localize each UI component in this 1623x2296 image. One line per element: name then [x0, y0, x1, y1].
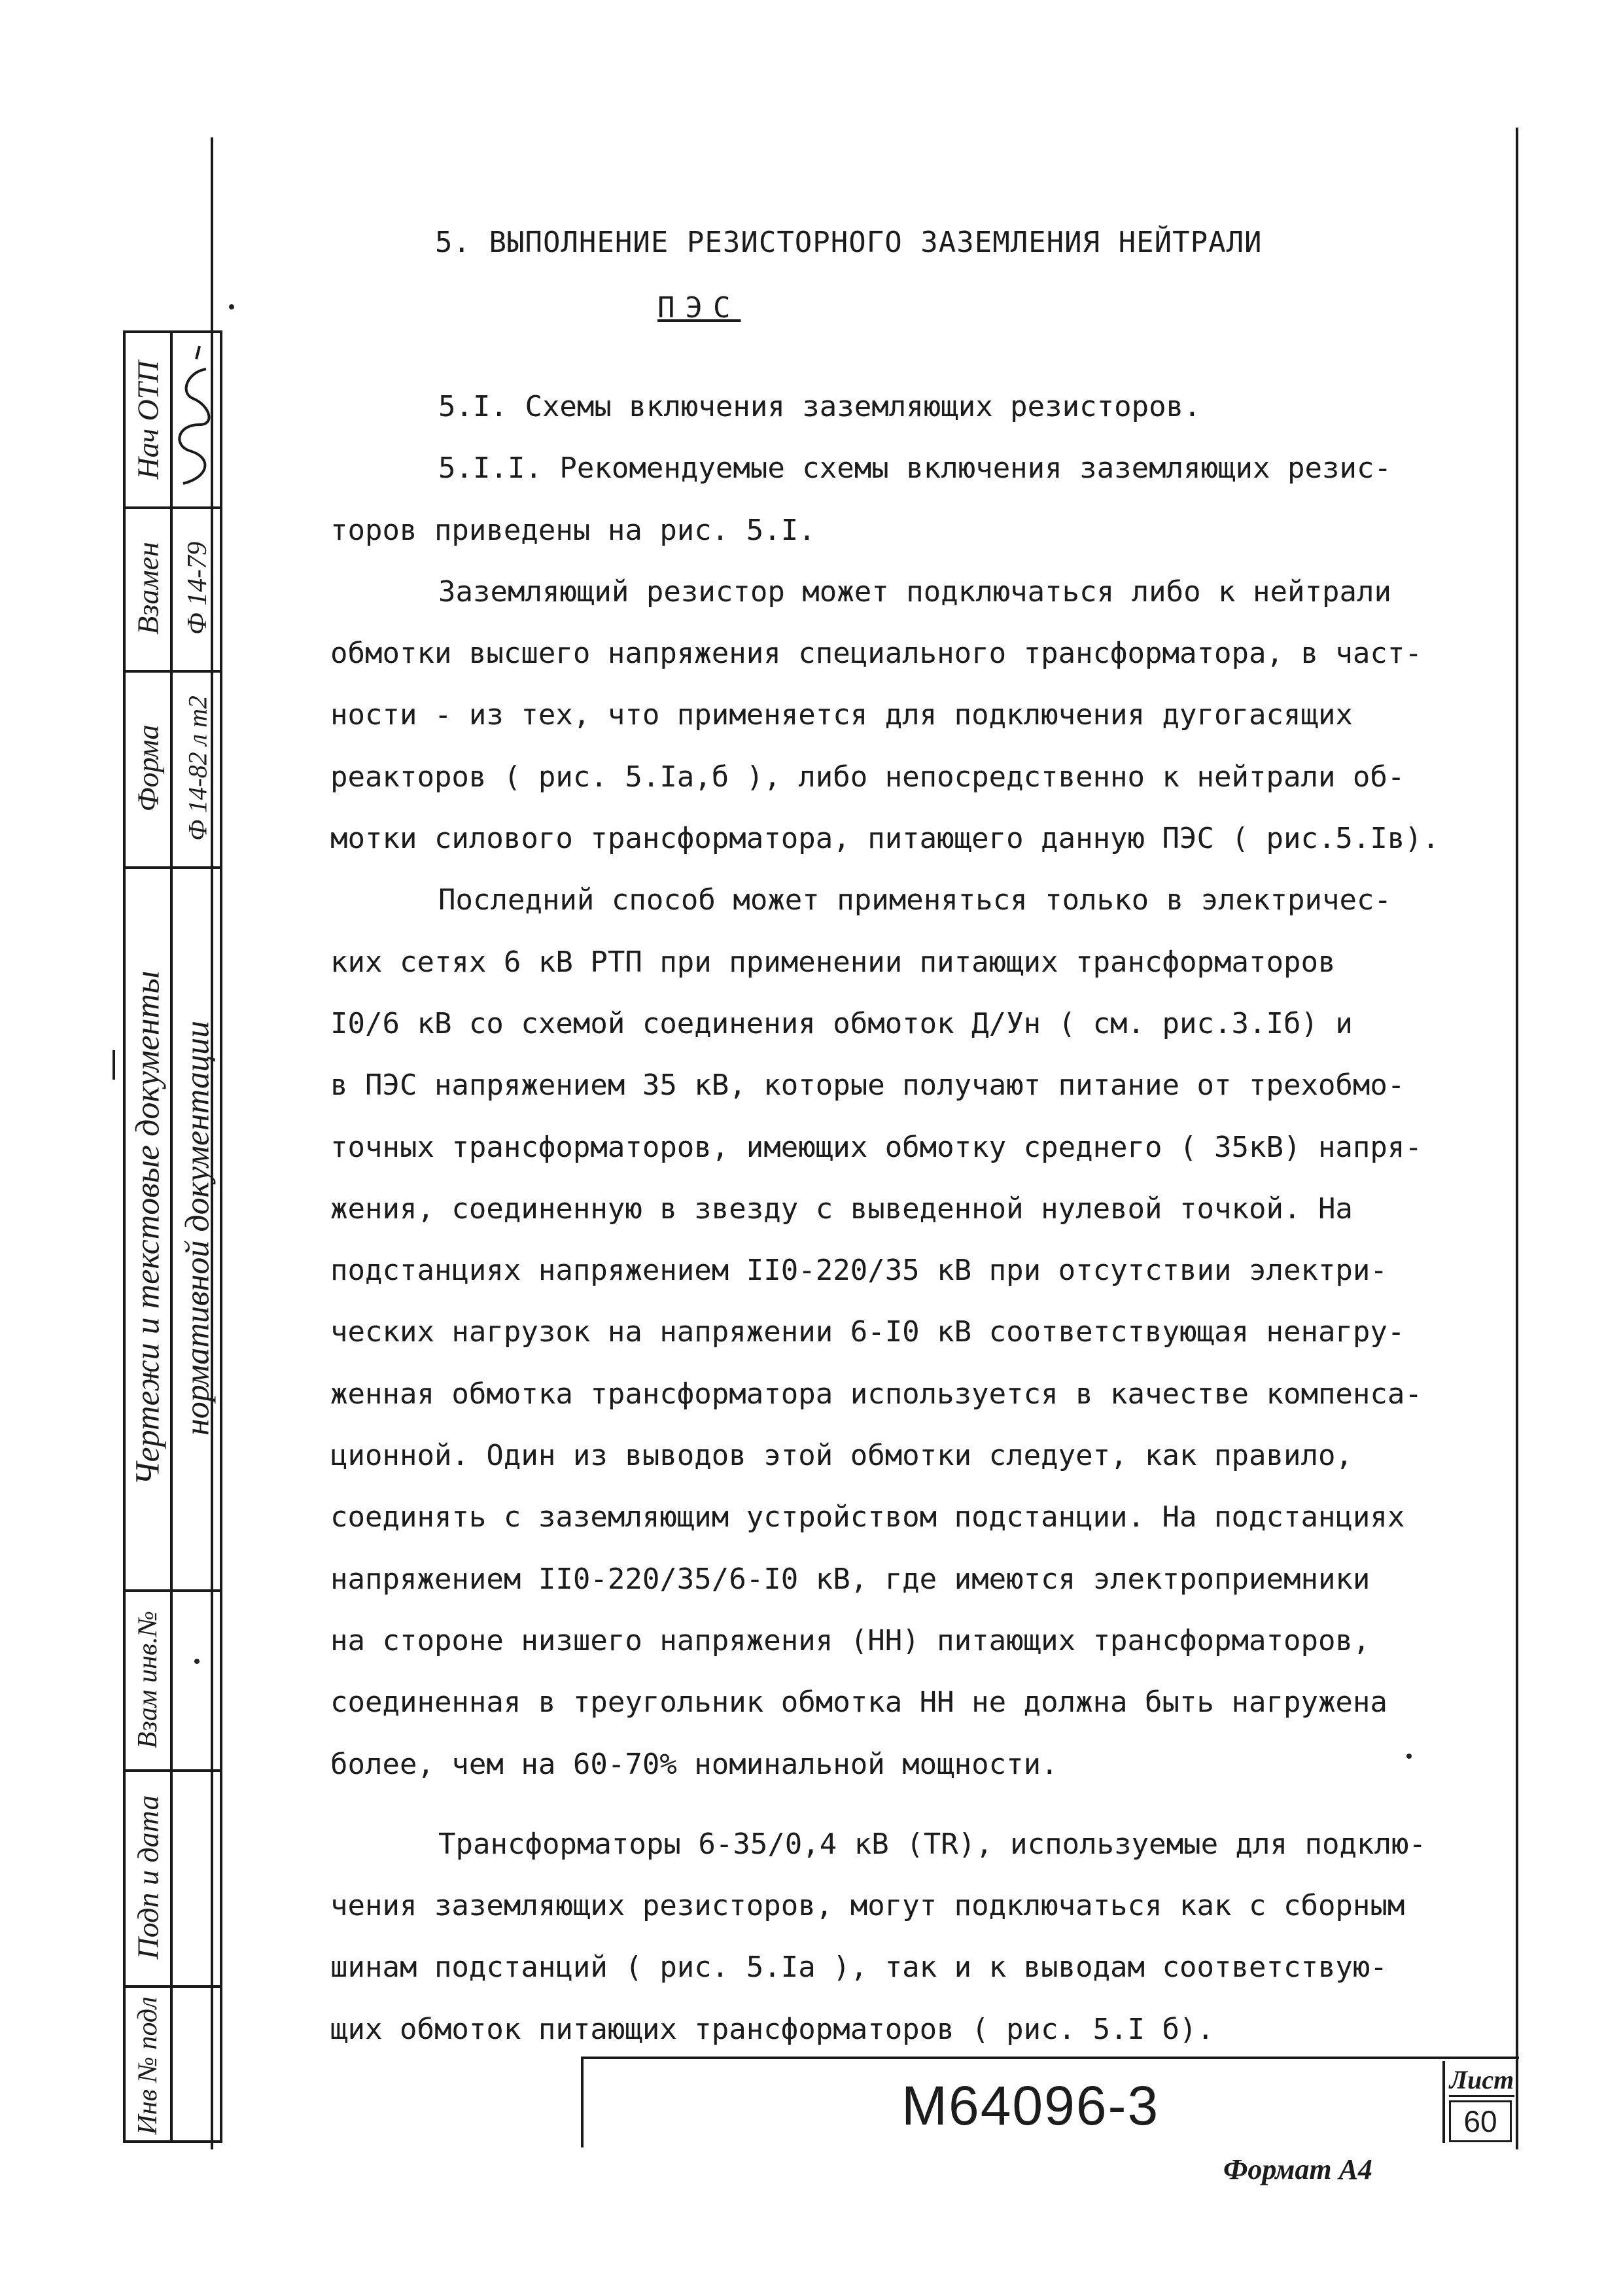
text-line: Трансформаторы 6-35/0,4 кВ (TR), используемые для подклю-	[438, 1827, 1426, 1861]
text-line: I0/6 кВ со схемой соединения обмоток Д/Ун ( см. рис.3.Iб) и	[330, 1006, 1353, 1040]
nach-otp-label: Нач ОТП	[131, 360, 165, 480]
vzamen-label: Взамен	[131, 542, 165, 635]
text-line: соединять с заземляющим устройством подстанции. На подстанциях	[330, 1500, 1405, 1534]
nach-otp-signature	[170, 333, 225, 506]
vzam-inv-cell	[126, 1589, 170, 1769]
text-line: жения, соединенную в звезду с выведенной нулевой точкой. На	[330, 1192, 1353, 1226]
text-line: более, чем на 60-70% номинальной мощности.	[330, 1747, 1058, 1781]
body-text	[330, 376, 1501, 2060]
text-line: обмотки высшего напряжения специального трансформатора, в част-	[330, 637, 1422, 671]
docs-line1: Чертежи и текстовые документы	[129, 970, 167, 1485]
sheet-label: Лист	[1449, 2064, 1514, 2097]
vzamen-value: Ф 14-79	[183, 541, 213, 635]
document-code: М64096-3	[901, 2075, 1160, 2136]
format-label: Формат А4	[1223, 2153, 1372, 2185]
text-line: Последний способ может применяться только в электричес-	[438, 883, 1391, 917]
forma-cell	[126, 670, 170, 866]
nach-otp-cell	[126, 333, 170, 506]
docs-cell-2	[170, 866, 225, 1589]
vzam-inv-label: Взам инв.№	[133, 1610, 163, 1748]
text-line: мотки силового трансформатора, питающего данную ПЭС ( рис.5.Iв).	[330, 822, 1440, 856]
text-line: шинам подстанций ( рис. 5.Iа ), так и к выводам соответствую-	[330, 1951, 1387, 1985]
margin-stamp	[123, 330, 222, 2143]
forma-value: Ф 14-82 л т2	[183, 696, 213, 841]
scan-speck	[1406, 1754, 1412, 1759]
text-line: Заземляющий резистор может подключаться либо к нейтрали	[438, 574, 1391, 609]
text-line: ности - из тех, что применяется для подключения дугогасящих	[330, 698, 1353, 732]
vzamen-value-cell	[170, 506, 225, 670]
text-line: соединенная в треугольник обмотка НН не должна быть нагружена	[330, 1686, 1387, 1720]
podp-data-label: Подп и дата	[131, 1795, 165, 1960]
text-line: ческих нагрузок на напряжении 6-I0 кВ соответствующая ненагру-	[330, 1315, 1405, 1349]
scan-speck	[194, 1659, 200, 1664]
text-line: ционной. Один из выводов этой обмотки следует, как правило,	[330, 1439, 1353, 1473]
scan-mark	[113, 1050, 115, 1080]
docs-line2: нормативной документации	[179, 1020, 217, 1436]
text-line: в ПЭС напряжением 35 кВ, которые получают питание от трехобмо-	[330, 1069, 1405, 1103]
text-line: реакторов ( рис. 5.Iа,б ), либо непосредственно к нейтрали об-	[330, 760, 1405, 794]
inv-podl-label: Инв № подл	[133, 1996, 163, 2135]
forma-label: Форма	[131, 724, 165, 812]
inv-podl-cell	[126, 1985, 170, 2146]
text-line: 5.I. Схемы включения заземляющих резисторов.	[438, 390, 1201, 423]
text-line: подстанциях напряжением II0-220/35 кВ при отсутствии электри-	[330, 1254, 1387, 1288]
text-line: напряжением II0-220/35/6-I0 кВ, где имеются электроприемники	[330, 1562, 1370, 1596]
docs-cell	[126, 866, 170, 1589]
text-line: 5.I.I. Рекомендуемые схемы включения заземляющих резис-	[438, 451, 1391, 486]
frame-right-line	[1516, 128, 1518, 2149]
text-line: на стороне низшего напряжения (НН) питающих трансформаторов,	[330, 1623, 1370, 1657]
text-line: ких сетях 6 кВ РТП при применении питающих трансформаторов	[330, 945, 1336, 979]
text-line: точных трансформаторов, имеющих обмотку среднего ( 35кВ) напря-	[330, 1130, 1422, 1164]
vzamen-cell	[126, 506, 170, 670]
forma-value-cell	[170, 670, 225, 866]
text-line: щих обмоток питающих трансформаторов ( рис. 5.I б).	[330, 2012, 1215, 2046]
podp-data-cell	[126, 1769, 170, 1985]
scan-speck	[229, 304, 234, 309]
text-line: торов приведены на рис. 5.I.	[330, 513, 816, 547]
text-line: чения заземляющих резисторов, могут подключаться как с сборным	[330, 1889, 1405, 1923]
signature-icon	[170, 333, 222, 503]
section-heading: 5. ВЫПОЛНЕНИЕ РЕЗИСТОРНОГО ЗАЗЕМЛЕНИЯ НЕЙТРАЛИ	[435, 226, 1263, 259]
text-line: женная обмотка трансформатора используется в качестве компенса-	[330, 1377, 1422, 1411]
sheet-number: 60	[1449, 2100, 1512, 2142]
section-subheading: ПЭС	[657, 291, 741, 325]
